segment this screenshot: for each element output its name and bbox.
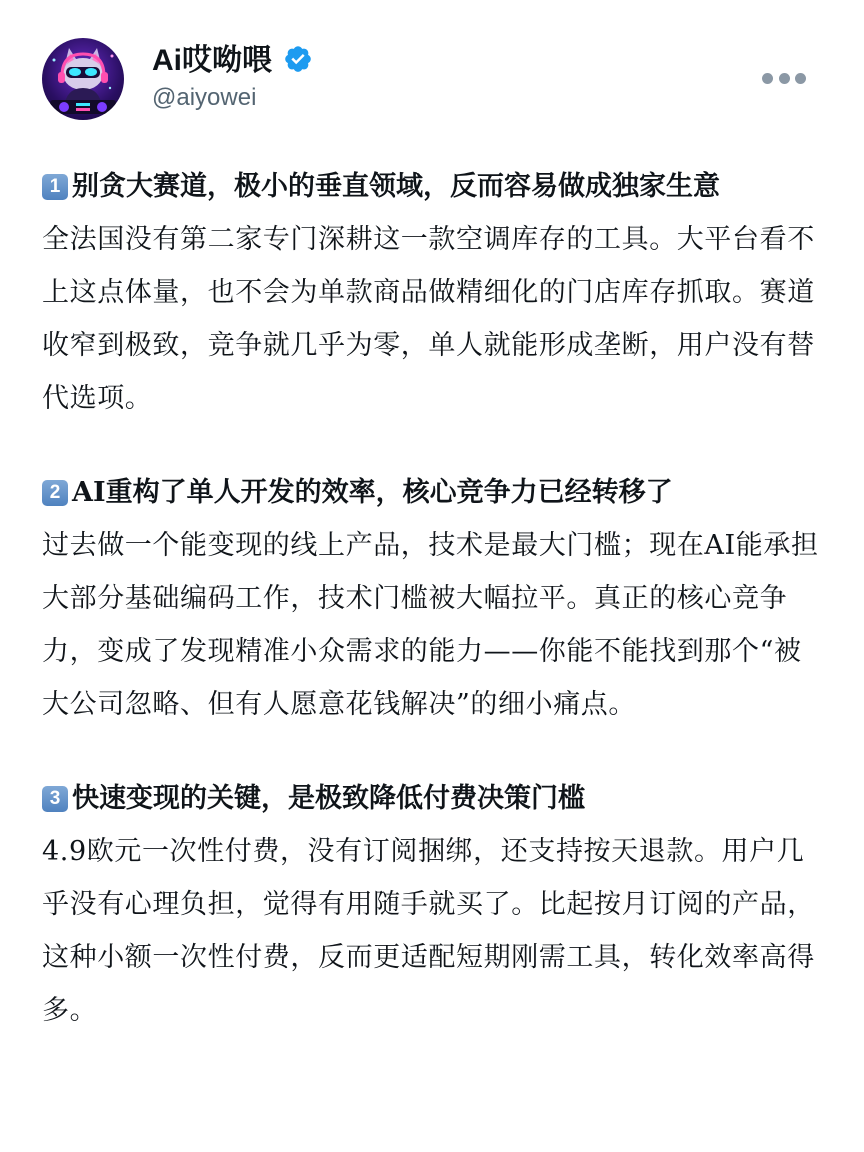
section-heading — [42, 772, 822, 825]
heading-text: AI重构了单人开发的效率，核心竞争力已经转移了 — [72, 477, 673, 508]
dot — [795, 73, 806, 84]
section-3 — [42, 772, 822, 1037]
avatar[interactable] — [42, 38, 124, 120]
section-heading — [42, 160, 822, 213]
cyber-cat-dj-avatar — [42, 38, 124, 120]
post-header — [42, 38, 822, 122]
section-heading — [42, 466, 822, 519]
section-2 — [42, 466, 822, 731]
author-info — [152, 42, 313, 114]
section-body: 过去做一个能变现的线上产品，技术是最大门槛；现在AI能承担大部分基础编码工作，技术门槛被大幅拉平。真正的核心竞争力，变成了发现精准小众需求的能力——你能不能找到那个“被大公司忽略、但有人愿意花钱解决”的细小痛点。 — [42, 530, 819, 720]
verified-badge-icon — [283, 44, 313, 74]
section-body: 4.9欧元一次性付费，没有订阅捆绑，还支持按天退款。用户几乎没有心理负担，觉得有用随手就买了。比起按月订阅的产品，这种小额一次性付费，反而更适配短期刚需工具，转化效率高得多。 — [42, 836, 815, 1026]
heading-text: 别贪大赛道，极小的垂直领域，反而容易做成独家生意 — [72, 171, 720, 202]
post-body — [42, 160, 822, 1078]
more-dots-icon[interactable] — [762, 68, 806, 88]
keycap-number-icon: 2 — [42, 480, 68, 506]
dot — [779, 73, 790, 84]
keycap-number-icon: 3 — [42, 786, 68, 812]
keycap-number-icon: 1 — [42, 174, 68, 200]
section-body: 全法国没有第二家专门深耕这一款空调库存的工具。大平台看不上这点体量，也不会为单款商品做精细化的门店库存抓取。赛道收窄到极致，竞争就几乎为零，单人就能形成垄断，用户没有替代选项。 — [42, 224, 815, 414]
dot — [762, 73, 773, 84]
handle[interactable]: @aiyowei — [152, 84, 257, 111]
heading-text: 快速变现的关键，是极致降低付费决策门槛 — [72, 783, 585, 814]
display-name[interactable]: Ai哎呦喂 — [152, 44, 272, 77]
section-1 — [42, 160, 822, 425]
